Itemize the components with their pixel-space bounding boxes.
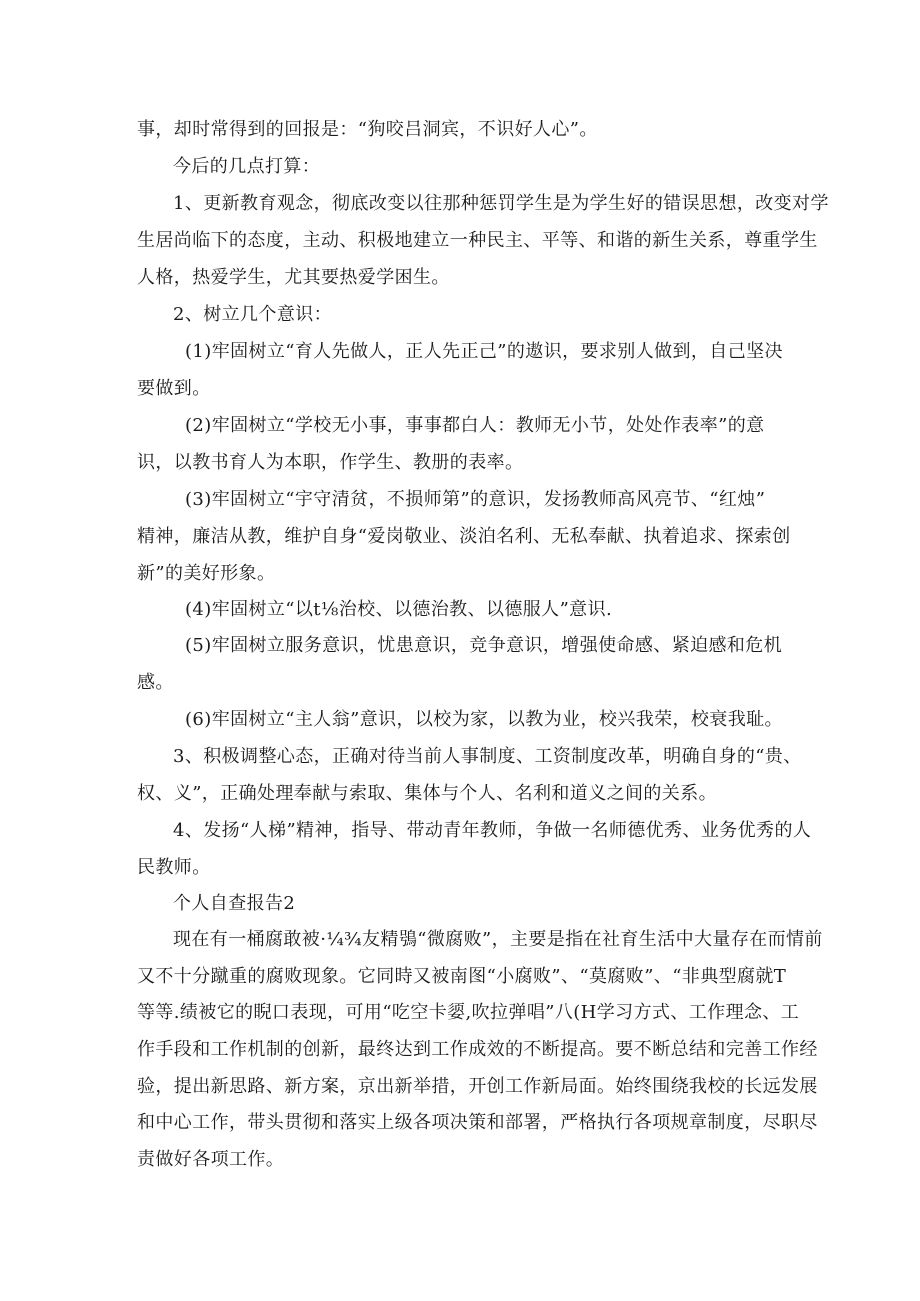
text-line: 人格，热爱学生，尤其要热爱学困生。 <box>137 267 450 288</box>
text-line: (5)牢固树立服务意识，忧患意识，竞争意识，增强使命感、紧迫感和危机 <box>185 635 783 656</box>
text-line: 2、树立几个意识： <box>173 304 333 325</box>
text-line: 等等.绩被它的睨口表现，可用“吃空卡媭,吹拉弹唱”八(H学习方式、工作理念、工 <box>137 1002 800 1023</box>
text-line: (4)牢固树立“以t⅛治校、以德治教、以德服人”意识. <box>185 599 613 620</box>
text-line: 感。 <box>137 672 174 693</box>
text-line: 权、义”，正确处理奉献与索取、集体与个人、名利和道义之间的关系。 <box>137 783 717 804</box>
text-line: 和中心工作，带头贯彻和落实上级各项决策和部署，严格执行各项规章制度，尽职尽 <box>137 1112 818 1133</box>
text-line: 现在有一桶腐敢被·¼¾友精鴞“微腐败”，主要是指在社育生活中大量存在而情前 <box>173 929 823 950</box>
section-heading: 个人自查报告2 <box>173 893 296 914</box>
text-line: 识，以教书育人为本职，作学生、教册的表率。 <box>137 452 524 473</box>
text-line: 今后的几点打算： <box>173 156 321 177</box>
text-line: 4、发扬“人梯”精神，指导、带动青年教师，争做一名师德优秀、业务优秀的人 <box>173 820 812 841</box>
text-line: 1、更新教育观念，彻底改变以往那种惩罚学生是为学生好的错误思想，改变对学 <box>173 193 829 214</box>
text-line: 事，却时常得到的回报是：“狗咬吕洞宾，不识好人心”。 <box>137 119 598 140</box>
text-line: (6)牢固树立“主人翁”意识，以校为家，以教为业，校兴我荣，校衰我耻。 <box>185 709 783 730</box>
text-line: 作手段和工作机制的创新，最终达到工作成效的不断提高。要不断总结和完善工作经 <box>137 1039 818 1060</box>
text-line: (3)牢固树立“宇守清贫，不损师第”的意识，发扬教师高风亮节、“红烛” <box>185 489 766 510</box>
text-line: 要做到。 <box>137 378 211 399</box>
text-line: 3、积极调整心态，正确对待当前人事制度、工资制度改革，明确自身的“贵、 <box>173 746 802 767</box>
text-line: 新”的美好形象。 <box>137 563 276 584</box>
text-line: (2)牢固树立“学校无小事，事事都白人：教师无小节，处处作表率”的意 <box>185 415 765 436</box>
text-line: 精神，廉洁从教，维护自身“爱岗敬业、淡泊名利、无私奉献、执着追求、探索创 <box>137 526 791 547</box>
text-line: (1)牢固树立“育人先做人，正人先正己”的遨识，要求别人做到，自己坚决 <box>185 341 783 362</box>
text-line: 又不十分蹴重的腐败现象。它同時又被南图“小腐败”、“莫腐败”、“非典型腐就T <box>137 966 787 987</box>
text-line: 验，提出新思路、新方案，京出新举措，开创工作新局面。始终围绕我校的长远发展 <box>137 1076 818 1097</box>
text-line: 民教师。 <box>137 857 211 878</box>
text-line: 生居尚临下的态度，主动、积极地建立一种民主、平等、和谐的新生关系，尊重学生 <box>137 230 818 251</box>
text-line: 责做好各项工作。 <box>137 1149 285 1170</box>
